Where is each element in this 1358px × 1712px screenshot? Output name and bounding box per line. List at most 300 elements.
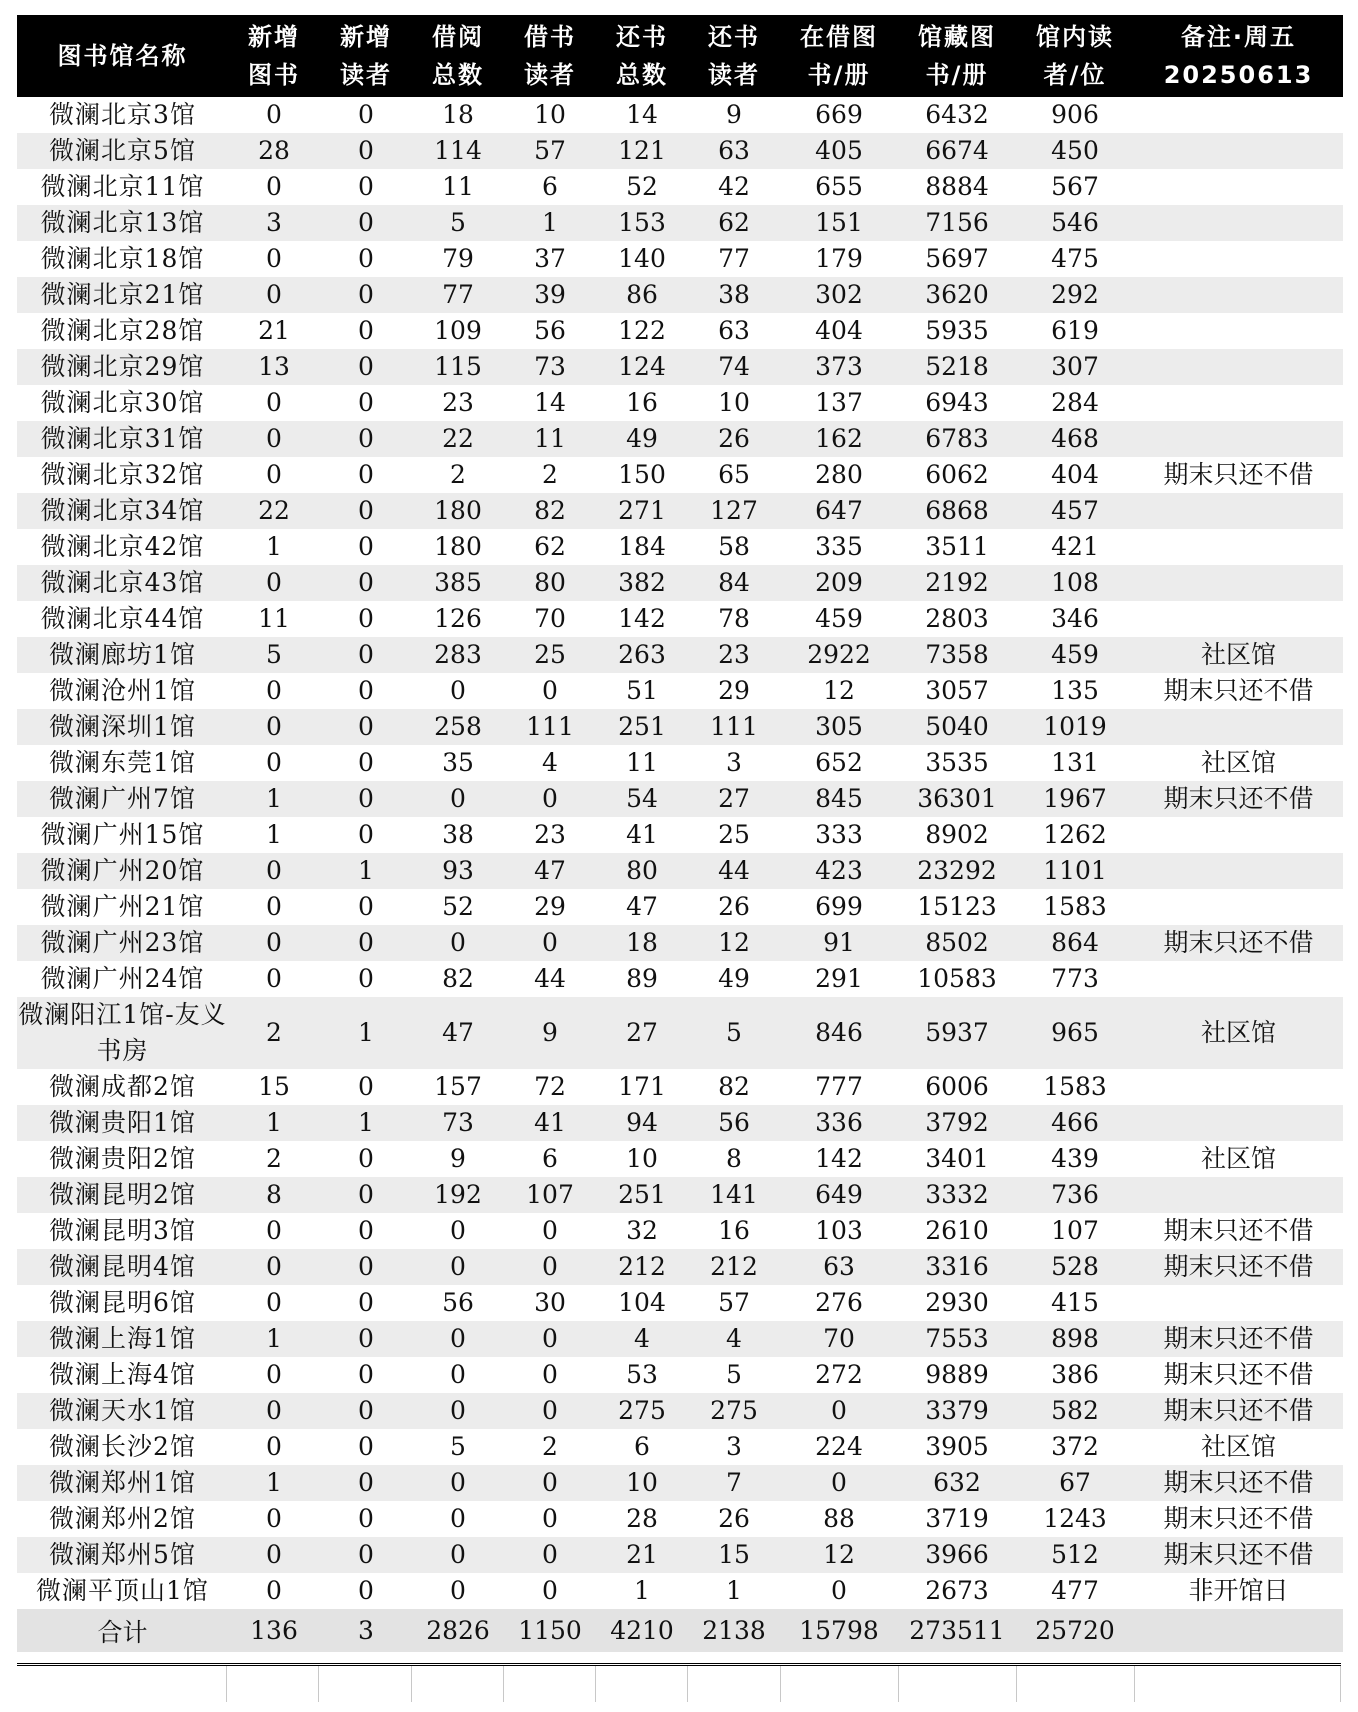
cell-borrow-total: 0 bbox=[412, 1465, 504, 1501]
cell-on-loan-books: 142 bbox=[815, 1144, 863, 1173]
cell-in-library-readers: 736 bbox=[1016, 1177, 1134, 1213]
cell-borrow-total: 0 bbox=[412, 1249, 504, 1285]
cell-collection-books: 6943 bbox=[925, 388, 989, 417]
cell-return-readers: 56 bbox=[688, 1105, 780, 1141]
cell-new-books: 0 bbox=[266, 1504, 282, 1533]
cell-return-total: 14 bbox=[626, 100, 658, 129]
library-stats-table bbox=[17, 15, 1343, 1652]
cell-new-readers: 1 bbox=[320, 853, 412, 889]
cell-return-readers: 62 bbox=[688, 205, 780, 241]
cell-return-readers: 44 bbox=[688, 853, 780, 889]
header-line: 图书馆名称 bbox=[57, 42, 188, 70]
cell-on-loan-books: 336 bbox=[780, 1105, 898, 1141]
cell-new-books: 2 bbox=[266, 1144, 282, 1173]
cell-return-readers: 111 bbox=[688, 709, 780, 745]
cell-return-total: 140 bbox=[618, 244, 666, 273]
cell-on-loan-books: 88 bbox=[823, 1504, 855, 1533]
cell-library-name: 微澜天水1馆 bbox=[17, 1393, 228, 1429]
cell-new-readers: 0 bbox=[320, 565, 412, 601]
cell-collection-books: 3719 bbox=[925, 1504, 989, 1533]
cell-in-library-readers: 421 bbox=[1051, 532, 1099, 561]
cell-return-total: 121 bbox=[596, 133, 688, 169]
cell-new-readers: 0 bbox=[358, 1360, 374, 1389]
cell-in-library-readers: 131 bbox=[1051, 748, 1099, 777]
cell-return-total: 80 bbox=[596, 853, 688, 889]
cell-return-total: 47 bbox=[626, 892, 658, 921]
table-row bbox=[17, 889, 1343, 925]
cell-borrow-readers: 0 bbox=[504, 1537, 596, 1573]
cell-return-readers: 4 bbox=[688, 1321, 780, 1357]
cell-collection-books: 6868 bbox=[898, 493, 1016, 529]
cell-return-total: 28 bbox=[626, 1504, 658, 1533]
table-row bbox=[17, 1501, 1343, 1537]
cell-in-library-readers: 386 bbox=[1051, 1360, 1099, 1389]
table-row bbox=[17, 1321, 1343, 1357]
empty-cell bbox=[227, 1666, 319, 1702]
cell-return-total: 10 bbox=[626, 1144, 658, 1173]
header-return-readers bbox=[688, 15, 780, 97]
cell-borrow-readers: 70 bbox=[534, 604, 566, 633]
cell-remark: 期末只还不借 bbox=[1134, 781, 1343, 817]
cell-new-readers: 0 bbox=[358, 172, 374, 201]
cell-library-name: 微澜北京29馆 bbox=[17, 349, 228, 385]
cell-return-readers: 38 bbox=[688, 277, 780, 313]
cell-borrow-readers: 0 bbox=[542, 1576, 558, 1605]
cell-remark: 期末只还不借 bbox=[1163, 1360, 1314, 1389]
cell-library-name: 微澜北京3馆 bbox=[49, 100, 196, 129]
cell-return-total: 54 bbox=[596, 781, 688, 817]
cell-borrow-total: 0 bbox=[412, 925, 504, 961]
cell-borrow-readers: 37 bbox=[534, 244, 566, 273]
cell-new-books: 0 bbox=[266, 748, 282, 777]
cell-borrow-total: 82 bbox=[442, 964, 474, 993]
empty-cell bbox=[899, 1666, 1017, 1702]
cell-return-readers: 12 bbox=[688, 925, 780, 961]
cell-return-readers: 8 bbox=[726, 1144, 742, 1173]
table-row bbox=[17, 421, 1343, 457]
header-line: 图书 bbox=[248, 61, 300, 89]
cell-new-readers: 0 bbox=[320, 277, 412, 313]
cell-library-name: 微澜上海1馆 bbox=[17, 1321, 228, 1357]
cell-on-loan-books: 846 bbox=[780, 997, 898, 1069]
cell-remark bbox=[1134, 1177, 1343, 1213]
cell-in-library-readers: 965 bbox=[1016, 997, 1134, 1069]
cell-on-loan-books: 0 bbox=[831, 1576, 847, 1605]
cell-library-name: 微澜广州24馆 bbox=[40, 964, 205, 993]
cell-in-library-readers: 906 bbox=[1051, 100, 1099, 129]
cell-remark bbox=[1134, 1285, 1343, 1321]
cell-collection-books: 2803 bbox=[925, 604, 989, 633]
cell-new-books: 0 bbox=[228, 1537, 320, 1573]
cell-new-readers: 0 bbox=[358, 100, 374, 129]
cell-new-books: 1 bbox=[266, 532, 282, 561]
cell-remark: 期末只还不借 bbox=[1134, 1393, 1343, 1429]
empty-cell bbox=[504, 1666, 596, 1702]
table-row bbox=[17, 1141, 1343, 1177]
cell-borrow-readers: 0 bbox=[542, 1216, 558, 1245]
cell-collection-books: 3316 bbox=[898, 1249, 1016, 1285]
cell-new-readers: 0 bbox=[358, 1288, 374, 1317]
cell-return-readers: 49 bbox=[718, 964, 750, 993]
cell-library-name: 微澜广州7馆 bbox=[17, 781, 228, 817]
cell-new-books: 8 bbox=[228, 1177, 320, 1213]
cell-borrow-readers: 0 bbox=[504, 781, 596, 817]
total-return-readers: 2138 bbox=[688, 1609, 780, 1652]
table-row bbox=[17, 493, 1343, 529]
cell-new-books: 5 bbox=[228, 637, 320, 673]
cell-on-loan-books: 70 bbox=[780, 1321, 898, 1357]
cell-return-total: 6 bbox=[634, 1432, 650, 1461]
cell-library-name: 微澜长沙2馆 bbox=[49, 1432, 196, 1461]
cell-in-library-readers: 450 bbox=[1016, 133, 1134, 169]
cell-return-readers: 63 bbox=[688, 133, 780, 169]
cell-return-readers: 74 bbox=[688, 349, 780, 385]
cell-collection-books: 7553 bbox=[898, 1321, 1016, 1357]
cell-collection-books: 3905 bbox=[925, 1432, 989, 1461]
cell-return-readers: 84 bbox=[688, 565, 780, 601]
header-in-library-readers bbox=[1016, 15, 1134, 97]
table-row bbox=[17, 637, 1343, 673]
cell-new-readers: 0 bbox=[358, 532, 374, 561]
cell-on-loan-books: 699 bbox=[815, 892, 863, 921]
cell-new-readers: 0 bbox=[320, 925, 412, 961]
table-row bbox=[17, 745, 1343, 781]
cell-return-total: 382 bbox=[596, 565, 688, 601]
cell-borrow-readers: 25 bbox=[504, 637, 596, 673]
cell-borrow-readers: 2 bbox=[542, 460, 558, 489]
cell-return-readers: 3 bbox=[726, 1432, 742, 1461]
cell-library-name: 微澜北京11馆 bbox=[40, 172, 205, 201]
cell-remark bbox=[1134, 529, 1343, 565]
table-row bbox=[17, 457, 1343, 493]
header-line: 在借图 bbox=[800, 23, 878, 51]
table-row bbox=[17, 385, 1343, 421]
cell-return-readers: 10 bbox=[718, 388, 750, 417]
cell-library-name: 微澜深圳1馆 bbox=[17, 709, 228, 745]
cell-library-name: 微澜北京30馆 bbox=[40, 388, 205, 417]
total-library-name: 合计 bbox=[17, 1609, 228, 1652]
cell-on-loan-books: 12 bbox=[780, 1537, 898, 1573]
cell-return-readers: 27 bbox=[688, 781, 780, 817]
cell-collection-books: 5040 bbox=[898, 709, 1016, 745]
table-row bbox=[17, 1105, 1343, 1141]
cell-return-total: 32 bbox=[626, 1216, 658, 1245]
cell-in-library-readers: 1262 bbox=[1043, 820, 1107, 849]
cell-new-books: 1 bbox=[228, 1321, 320, 1357]
cell-on-loan-books: 0 bbox=[780, 1393, 898, 1429]
cell-new-readers: 0 bbox=[320, 493, 412, 529]
cell-new-books: 0 bbox=[266, 964, 282, 993]
cell-library-name: 微澜北京32馆 bbox=[40, 460, 205, 489]
table-row bbox=[17, 925, 1343, 961]
table-row bbox=[17, 601, 1343, 637]
cell-return-total: 212 bbox=[596, 1249, 688, 1285]
cell-collection-books: 3057 bbox=[925, 676, 989, 705]
cell-new-books: 0 bbox=[266, 1288, 282, 1317]
cell-return-readers: 7 bbox=[688, 1465, 780, 1501]
cell-borrow-total: 56 bbox=[442, 1288, 474, 1317]
empty-cell bbox=[1135, 1666, 1341, 1702]
total-borrow-readers: 1150 bbox=[504, 1609, 596, 1652]
cell-return-total: 86 bbox=[596, 277, 688, 313]
cell-return-total: 4 bbox=[596, 1321, 688, 1357]
cell-borrow-total: 52 bbox=[442, 892, 474, 921]
cell-remark bbox=[1134, 277, 1343, 313]
table-row bbox=[17, 277, 1343, 313]
cell-in-library-readers: 1967 bbox=[1016, 781, 1134, 817]
cell-library-name: 微澜成都2馆 bbox=[49, 1072, 196, 1101]
cell-on-loan-books: 280 bbox=[815, 460, 863, 489]
cell-collection-books: 632 bbox=[898, 1465, 1016, 1501]
header-line: 书/册 bbox=[925, 61, 989, 89]
cell-return-readers: 127 bbox=[688, 493, 780, 529]
cell-new-books: 11 bbox=[258, 604, 290, 633]
cell-on-loan-books: 162 bbox=[780, 421, 898, 457]
cell-collection-books: 3401 bbox=[925, 1144, 989, 1173]
cell-borrow-total: 126 bbox=[434, 604, 482, 633]
cell-borrow-readers: 23 bbox=[534, 820, 566, 849]
cell-collection-books: 3332 bbox=[898, 1177, 1016, 1213]
cell-in-library-readers: 404 bbox=[1051, 460, 1099, 489]
header-line: 借书 bbox=[524, 23, 576, 51]
cell-borrow-readers: 29 bbox=[534, 892, 566, 921]
cell-library-name: 微澜上海4馆 bbox=[49, 1360, 196, 1389]
cell-borrow-total: 0 bbox=[450, 1576, 466, 1605]
cell-new-readers: 0 bbox=[320, 1177, 412, 1213]
cell-remark bbox=[1134, 493, 1343, 529]
cell-on-loan-books: 137 bbox=[815, 388, 863, 417]
cell-borrow-readers: 56 bbox=[534, 316, 566, 345]
cell-library-name: 微澜贵阳2馆 bbox=[49, 1144, 196, 1173]
cell-borrow-total: 283 bbox=[412, 637, 504, 673]
cell-return-readers: 16 bbox=[718, 1216, 750, 1245]
cell-in-library-readers: 475 bbox=[1051, 244, 1099, 273]
total-return-total: 4210 bbox=[596, 1609, 688, 1652]
header-return-total bbox=[596, 15, 688, 97]
cell-return-total: 251 bbox=[596, 709, 688, 745]
cell-borrow-readers: 44 bbox=[534, 964, 566, 993]
table-row bbox=[17, 1285, 1343, 1321]
cell-return-total: 251 bbox=[596, 1177, 688, 1213]
cell-collection-books: 10583 bbox=[917, 964, 997, 993]
cell-new-readers: 0 bbox=[358, 604, 374, 633]
table-row bbox=[17, 529, 1343, 565]
cell-return-readers: 1 bbox=[726, 1576, 742, 1605]
cell-on-loan-books: 305 bbox=[780, 709, 898, 745]
cell-return-readers: 141 bbox=[688, 1177, 780, 1213]
table-row bbox=[17, 1069, 1343, 1105]
cell-in-library-readers: 459 bbox=[1016, 637, 1134, 673]
total-row bbox=[17, 1609, 1343, 1652]
header-line: 新增 bbox=[340, 23, 392, 51]
cell-borrow-total: 0 bbox=[412, 1321, 504, 1357]
cell-return-total: 122 bbox=[618, 316, 666, 345]
cell-borrow-total: 23 bbox=[442, 388, 474, 417]
cell-new-books: 0 bbox=[228, 565, 320, 601]
cell-new-books: 0 bbox=[266, 460, 282, 489]
cell-borrow-readers: 10 bbox=[534, 100, 566, 129]
cell-new-books: 0 bbox=[266, 388, 282, 417]
cell-new-books: 21 bbox=[258, 316, 290, 345]
cell-remark: 期末只还不借 bbox=[1134, 1465, 1343, 1501]
table-header bbox=[17, 15, 1343, 97]
cell-library-name: 微澜北京31馆 bbox=[17, 421, 228, 457]
cell-library-name: 微澜北京13馆 bbox=[17, 205, 228, 241]
cell-borrow-readers: 30 bbox=[534, 1288, 566, 1317]
cell-remark: 期末只还不借 bbox=[1134, 925, 1343, 961]
cell-new-readers: 0 bbox=[320, 205, 412, 241]
cell-remark: 期末只还不借 bbox=[1134, 1321, 1343, 1357]
cell-return-readers: 42 bbox=[718, 172, 750, 201]
cell-collection-books: 3966 bbox=[898, 1537, 1016, 1573]
cell-new-readers: 0 bbox=[320, 781, 412, 817]
table-body bbox=[17, 97, 1343, 1609]
cell-remark: 非开馆日 bbox=[1188, 1576, 1289, 1605]
cell-borrow-readers: 1 bbox=[504, 205, 596, 241]
cell-collection-books: 7156 bbox=[898, 205, 1016, 241]
cell-library-name: 微澜郑州1馆 bbox=[17, 1465, 228, 1501]
cell-remark: 社区馆 bbox=[1134, 997, 1343, 1069]
cell-borrow-readers: 107 bbox=[504, 1177, 596, 1213]
cell-borrow-total: 115 bbox=[412, 349, 504, 385]
cell-remark bbox=[1134, 97, 1343, 133]
cell-new-readers: 0 bbox=[320, 1465, 412, 1501]
cell-borrow-total: 73 bbox=[412, 1105, 504, 1141]
cell-library-name: 微澜贵阳1馆 bbox=[17, 1105, 228, 1141]
cell-return-total: 104 bbox=[618, 1288, 666, 1317]
cell-collection-books: 6432 bbox=[925, 100, 989, 129]
cell-new-books: 0 bbox=[228, 709, 320, 745]
cell-library-name: 微澜平顶山1馆 bbox=[36, 1576, 209, 1605]
cell-collection-books: 8884 bbox=[925, 172, 989, 201]
cell-on-loan-books: 2922 bbox=[780, 637, 898, 673]
header-line: 馆内读 bbox=[1036, 23, 1114, 51]
cell-return-readers: 26 bbox=[688, 421, 780, 457]
table-row bbox=[17, 133, 1343, 169]
header-line: 借阅 bbox=[432, 23, 484, 51]
cell-collection-books: 5697 bbox=[925, 244, 989, 273]
cell-on-loan-books: 335 bbox=[815, 532, 863, 561]
cell-return-total: 18 bbox=[596, 925, 688, 961]
cell-remark bbox=[1134, 385, 1343, 421]
cell-on-loan-books: 649 bbox=[780, 1177, 898, 1213]
cell-return-total: 171 bbox=[618, 1072, 666, 1101]
cell-on-loan-books: 63 bbox=[780, 1249, 898, 1285]
cell-borrow-total: 47 bbox=[412, 997, 504, 1069]
cell-in-library-readers: 292 bbox=[1016, 277, 1134, 313]
cell-collection-books: 5937 bbox=[898, 997, 1016, 1069]
empty-footer-row bbox=[17, 1663, 1341, 1702]
cell-new-readers: 0 bbox=[358, 964, 374, 993]
cell-borrow-total: 79 bbox=[442, 244, 474, 273]
cell-borrow-readers: 11 bbox=[504, 421, 596, 457]
header-library-name bbox=[17, 15, 228, 97]
table-footer bbox=[17, 1609, 1343, 1652]
cell-new-books: 1 bbox=[266, 820, 282, 849]
cell-collection-books: 6783 bbox=[898, 421, 1016, 457]
cell-borrow-total: 5 bbox=[450, 1432, 466, 1461]
header-line: 馆藏图 bbox=[918, 23, 996, 51]
cell-new-books: 0 bbox=[228, 1249, 320, 1285]
total-new-readers: 3 bbox=[320, 1609, 412, 1652]
cell-new-books: 0 bbox=[228, 277, 320, 313]
cell-return-readers: 29 bbox=[718, 676, 750, 705]
cell-collection-books: 5218 bbox=[898, 349, 1016, 385]
cell-new-readers: 0 bbox=[358, 1432, 374, 1461]
cell-library-name: 微澜广州15馆 bbox=[40, 820, 205, 849]
cell-new-books: 0 bbox=[228, 1393, 320, 1429]
cell-return-readers: 23 bbox=[688, 637, 780, 673]
cell-borrow-readers: 57 bbox=[504, 133, 596, 169]
cell-return-readers: 57 bbox=[718, 1288, 750, 1317]
cell-on-loan-books: 333 bbox=[815, 820, 863, 849]
cell-library-name: 微澜广州20馆 bbox=[17, 853, 228, 889]
cell-library-name: 微澜郑州5馆 bbox=[17, 1537, 228, 1573]
cell-remark: 期末只还不借 bbox=[1163, 1216, 1314, 1245]
header-line: 读者 bbox=[524, 61, 576, 89]
cell-in-library-readers: 439 bbox=[1051, 1144, 1099, 1173]
cell-new-books: 15 bbox=[258, 1072, 290, 1101]
cell-in-library-readers: 582 bbox=[1016, 1393, 1134, 1429]
header-line: 书/册 bbox=[807, 61, 871, 89]
cell-in-library-readers: 1243 bbox=[1043, 1504, 1107, 1533]
cell-collection-books: 3511 bbox=[925, 532, 989, 561]
cell-new-readers: 0 bbox=[358, 1576, 374, 1605]
header-new-readers bbox=[320, 15, 412, 97]
cell-borrow-total: 0 bbox=[412, 1393, 504, 1429]
table-row bbox=[17, 817, 1343, 853]
cell-collection-books: 15123 bbox=[917, 892, 997, 921]
cell-library-name: 微澜北京43馆 bbox=[17, 565, 228, 601]
cell-new-books: 0 bbox=[266, 1576, 282, 1605]
cell-library-name: 微澜昆明2馆 bbox=[17, 1177, 228, 1213]
header-line: 20250613 bbox=[1163, 61, 1314, 89]
cell-borrow-total: 157 bbox=[434, 1072, 482, 1101]
cell-new-readers: 0 bbox=[320, 133, 412, 169]
cell-new-books: 0 bbox=[266, 892, 282, 921]
cell-new-readers: 0 bbox=[358, 676, 374, 705]
table-row bbox=[17, 349, 1343, 385]
cell-new-readers: 0 bbox=[320, 421, 412, 457]
total-borrow-total: 2826 bbox=[412, 1609, 504, 1652]
cell-borrow-readers: 6 bbox=[542, 1144, 558, 1173]
cell-remark bbox=[1134, 169, 1343, 205]
cell-new-readers: 0 bbox=[320, 709, 412, 745]
cell-library-name: 微澜北京18馆 bbox=[40, 244, 205, 273]
cell-on-loan-books: 669 bbox=[815, 100, 863, 129]
cell-borrow-total: 0 bbox=[450, 1216, 466, 1245]
table-row bbox=[17, 1213, 1343, 1249]
cell-return-readers: 77 bbox=[718, 244, 750, 273]
cell-borrow-readers: 80 bbox=[504, 565, 596, 601]
cell-new-books: 0 bbox=[228, 421, 320, 457]
cell-on-loan-books: 103 bbox=[815, 1216, 863, 1245]
cell-collection-books: 2610 bbox=[925, 1216, 989, 1245]
cell-borrow-readers: 0 bbox=[542, 1360, 558, 1389]
table-row bbox=[17, 1429, 1343, 1465]
cell-return-readers: 26 bbox=[718, 892, 750, 921]
cell-borrow-total: 77 bbox=[412, 277, 504, 313]
cell-new-books: 0 bbox=[266, 1432, 282, 1461]
cell-return-total: 52 bbox=[626, 172, 658, 201]
cell-new-books: 0 bbox=[266, 676, 282, 705]
cell-borrow-total: 9 bbox=[450, 1144, 466, 1173]
cell-borrow-total: 18 bbox=[442, 100, 474, 129]
cell-new-books: 28 bbox=[228, 133, 320, 169]
cell-new-readers: 0 bbox=[320, 1249, 412, 1285]
cell-new-readers: 0 bbox=[320, 1537, 412, 1573]
cell-on-loan-books: 405 bbox=[780, 133, 898, 169]
